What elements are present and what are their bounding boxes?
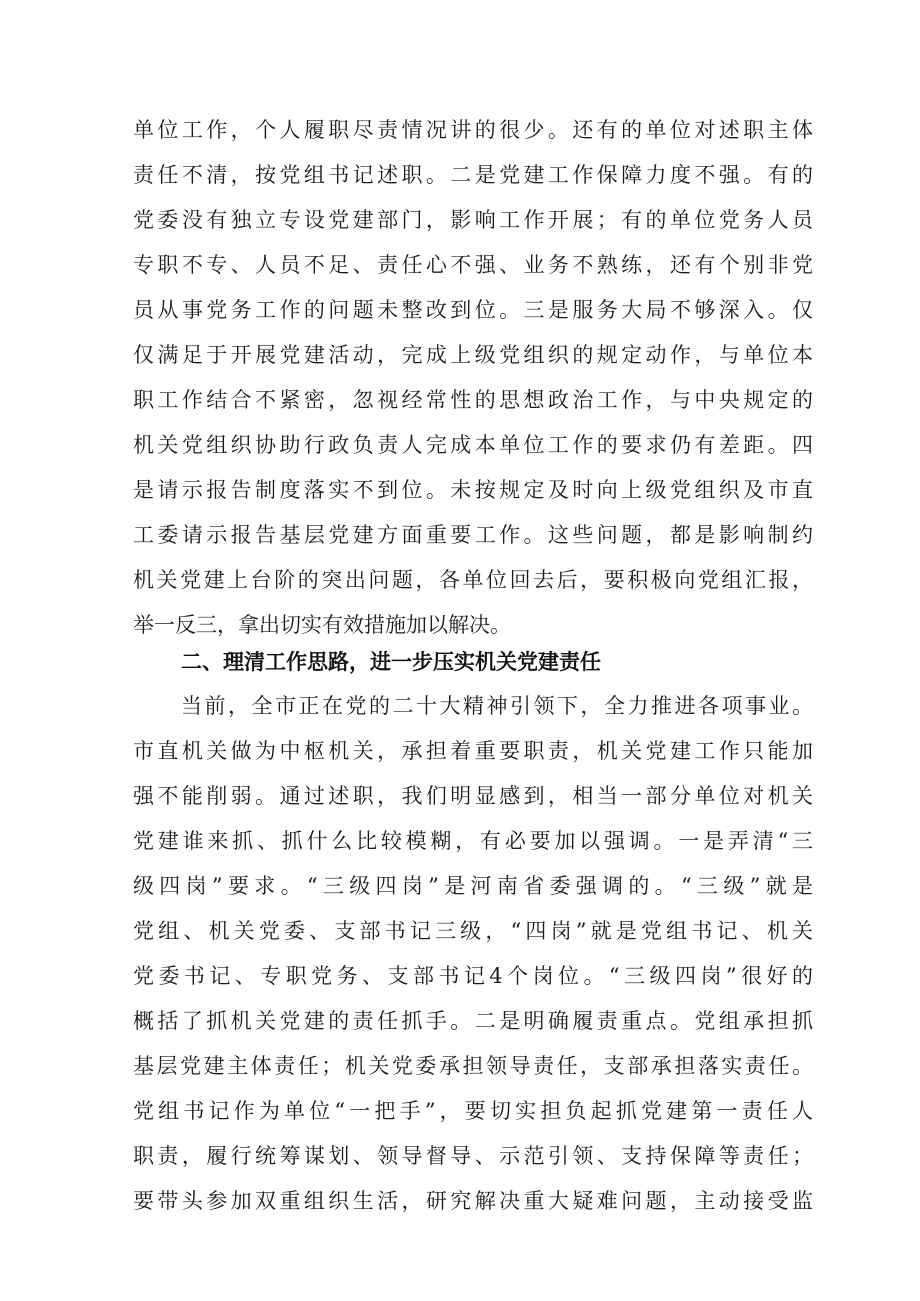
paragraph-line: 强不能削弱。通过述职，我们明显感到，相当一部分单位对机关 bbox=[133, 784, 813, 808]
paragraph-line: 党建谁来抓、抓什么比较模糊，有必要加以强调。一是弄清“三 bbox=[133, 829, 813, 853]
paragraph-line: 是请示报告制度落实不到位。未按规定及时向上级党组织及市直 bbox=[133, 478, 813, 502]
paragraph-line: 仅满足于开展党建活动，完成上级党组织的规定动作，与单位本 bbox=[133, 343, 813, 367]
paragraph-line: 职责，履行统筹谋划、领导督导、示范引领、支持保障等责任； bbox=[133, 1144, 813, 1168]
paragraph-line: 市直机关做为中枢机关，承担着重要职责，机关党建工作只能加 bbox=[133, 739, 813, 763]
paragraph-line: 机关党组织协助行政负责人完成本单位工作的要求仍有差距。四 bbox=[133, 433, 813, 457]
paragraph-line: 机关党建上台阶的突出问题，各单位回去后，要积极向党组汇报， bbox=[133, 568, 813, 592]
paragraph-line: 要带头参加双重组织生活，研究解决重大疑难问题，主动接受监 bbox=[133, 1189, 813, 1213]
paragraph-line: 职工作结合不紧密，忽视经常性的思想政治工作，与中央规定的 bbox=[133, 388, 813, 412]
section-heading: 二、理清工作思路，进一步压实机关党建责任 bbox=[181, 650, 601, 674]
paragraph-line: 党组、机关党委、支部书记三级，“四岗”就是党组书记、机关 bbox=[133, 919, 813, 943]
paragraph-line: 党委没有独立专设党建部门，影响工作开展；有的单位党务人员 bbox=[133, 208, 813, 232]
paragraph-line: 员从事党务工作的问题未整改到位。三是服务大局不够深入。仅 bbox=[133, 298, 813, 322]
paragraph-line: 单位工作，个人履职尽责情况讲的很少。还有的单位对述职主体 bbox=[133, 118, 813, 142]
paragraph-line: 级四岗”要求。“三级四岗”是河南省委强调的。“三级”就是 bbox=[133, 874, 813, 898]
paragraph-line: 党组书记作为单位“一把手”，要切实担负起抓党建第一责任人 bbox=[133, 1099, 813, 1123]
paragraph-line: 概括了抓机关党建的责任抓手。二是明确履责重点。党组承担抓 bbox=[133, 1009, 813, 1033]
paragraph-line: 当前，全市正在党的二十大精神引领下，全力推进各项事业。 bbox=[181, 694, 813, 718]
paragraph-line: 党委书记、专职党务、支部书记4个岗位。“三级四岗”很好的 bbox=[133, 964, 813, 988]
paragraph-line: 专职不专、人员不足、责任心不强、业务不熟练，还有个别非党 bbox=[133, 253, 813, 277]
paragraph-line: 工委请示报告基层党建方面重要工作。这些问题，都是影响制约 bbox=[133, 523, 813, 547]
paragraph-line: 举一反三，拿出切实有效措施加以解决。 bbox=[133, 613, 511, 637]
paragraph-line: 责任不清，按党组书记述职。二是党建工作保障力度不强。有的 bbox=[133, 163, 813, 187]
paragraph-line: 基层党建主体责任；机关党委承担领导责任，支部承担落实责任。 bbox=[133, 1054, 813, 1078]
